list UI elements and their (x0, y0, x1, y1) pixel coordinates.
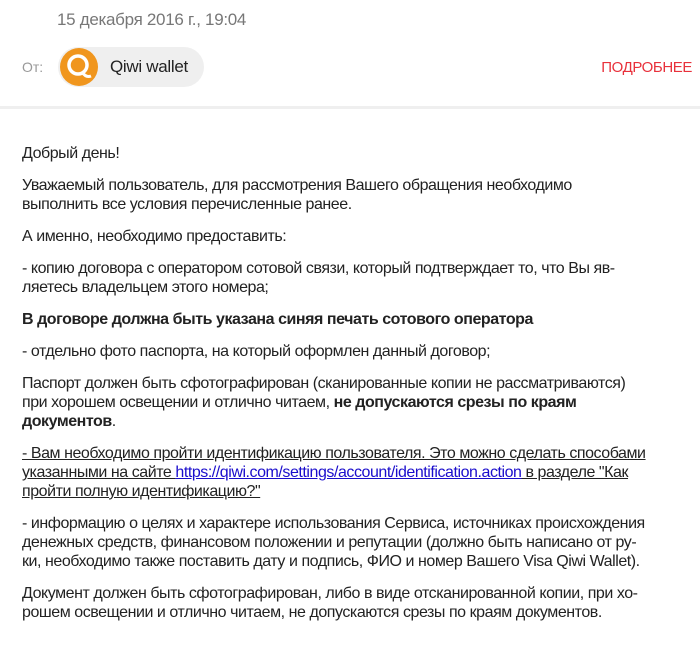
sender-chip[interactable] (58, 47, 204, 87)
text-line: выполнить все условия перечисленные ранее. (22, 196, 352, 213)
bold-span: документов (22, 413, 112, 430)
text-line: - Вам необходимо пройти идентификацию пользователя. Это можно сделать способами (22, 445, 646, 462)
paragraph (22, 227, 694, 246)
sender-name: Qiwi wallet (110, 57, 188, 76)
text-line: Уважаемый пользователь, для рассмотрения Вашего обращения необходимо (22, 177, 572, 194)
text-line: Документ должен быть сфотографирован, либо в виде отсканированной копии, при хо- (22, 585, 638, 602)
message-date: 15 декабря 2016 г., 19:04 (57, 10, 247, 29)
identification-link[interactable]: https://qiwi.com/settings/account/identification.action (175, 464, 522, 481)
bold-span: не допускаются срезы по краям (333, 394, 577, 411)
text-line: Паспорт должен быть сфотографирован (сканированные копии не рассматриваются) (22, 375, 626, 392)
text-span: в разделе "Как (521, 464, 629, 481)
greeting (22, 144, 694, 163)
text-line: денежных средств, финансовом положении и репутации (должно быть написано от ру- (22, 534, 637, 551)
from-label: От: (22, 59, 44, 75)
paragraph (22, 342, 694, 361)
paragraph (22, 259, 694, 297)
text-line: ки, необходимо также поставить дату и подпись, ФИО и номер Вашего Visa Qiwi Wallet). (22, 553, 640, 570)
message-header (0, 0, 700, 109)
text-line: Добрый день! (22, 145, 120, 162)
paragraph (22, 310, 694, 329)
text-span: указанными на сайте (22, 464, 176, 481)
qiwi-logo-icon (60, 48, 98, 86)
paragraph (22, 374, 694, 431)
text-span: при хорошем освещении и отлично читаем, (22, 394, 334, 411)
text-line: - информацию о целях и характере использования Сервиса, источниках происхождения (22, 515, 645, 532)
text-line: пройти полную идентификацию?" (22, 483, 261, 500)
paragraph (22, 444, 694, 501)
text-line: А именно, необходимо предоставить: (22, 228, 287, 245)
paragraph (22, 176, 694, 214)
message-body (22, 144, 694, 635)
details-button[interactable]: ПОДРОБНЕЕ (601, 59, 692, 76)
text-line: рошем освещении и отлично читаем, не допускаются срезы по краям документов. (22, 604, 602, 621)
text-line: - копию договора с оператором сотовой связи, который подтверждает то, что Вы яв- (22, 260, 615, 277)
text-line: - отдельно фото паспорта, на который оформлен данный договор; (22, 343, 491, 360)
text-line: ляетесь владельцем этого номера; (22, 279, 269, 296)
paragraph (22, 514, 694, 571)
paragraph (22, 584, 694, 622)
bold-line: В договоре должна быть указана синяя печать сотового оператора (22, 311, 533, 328)
text-span: . (111, 413, 116, 430)
